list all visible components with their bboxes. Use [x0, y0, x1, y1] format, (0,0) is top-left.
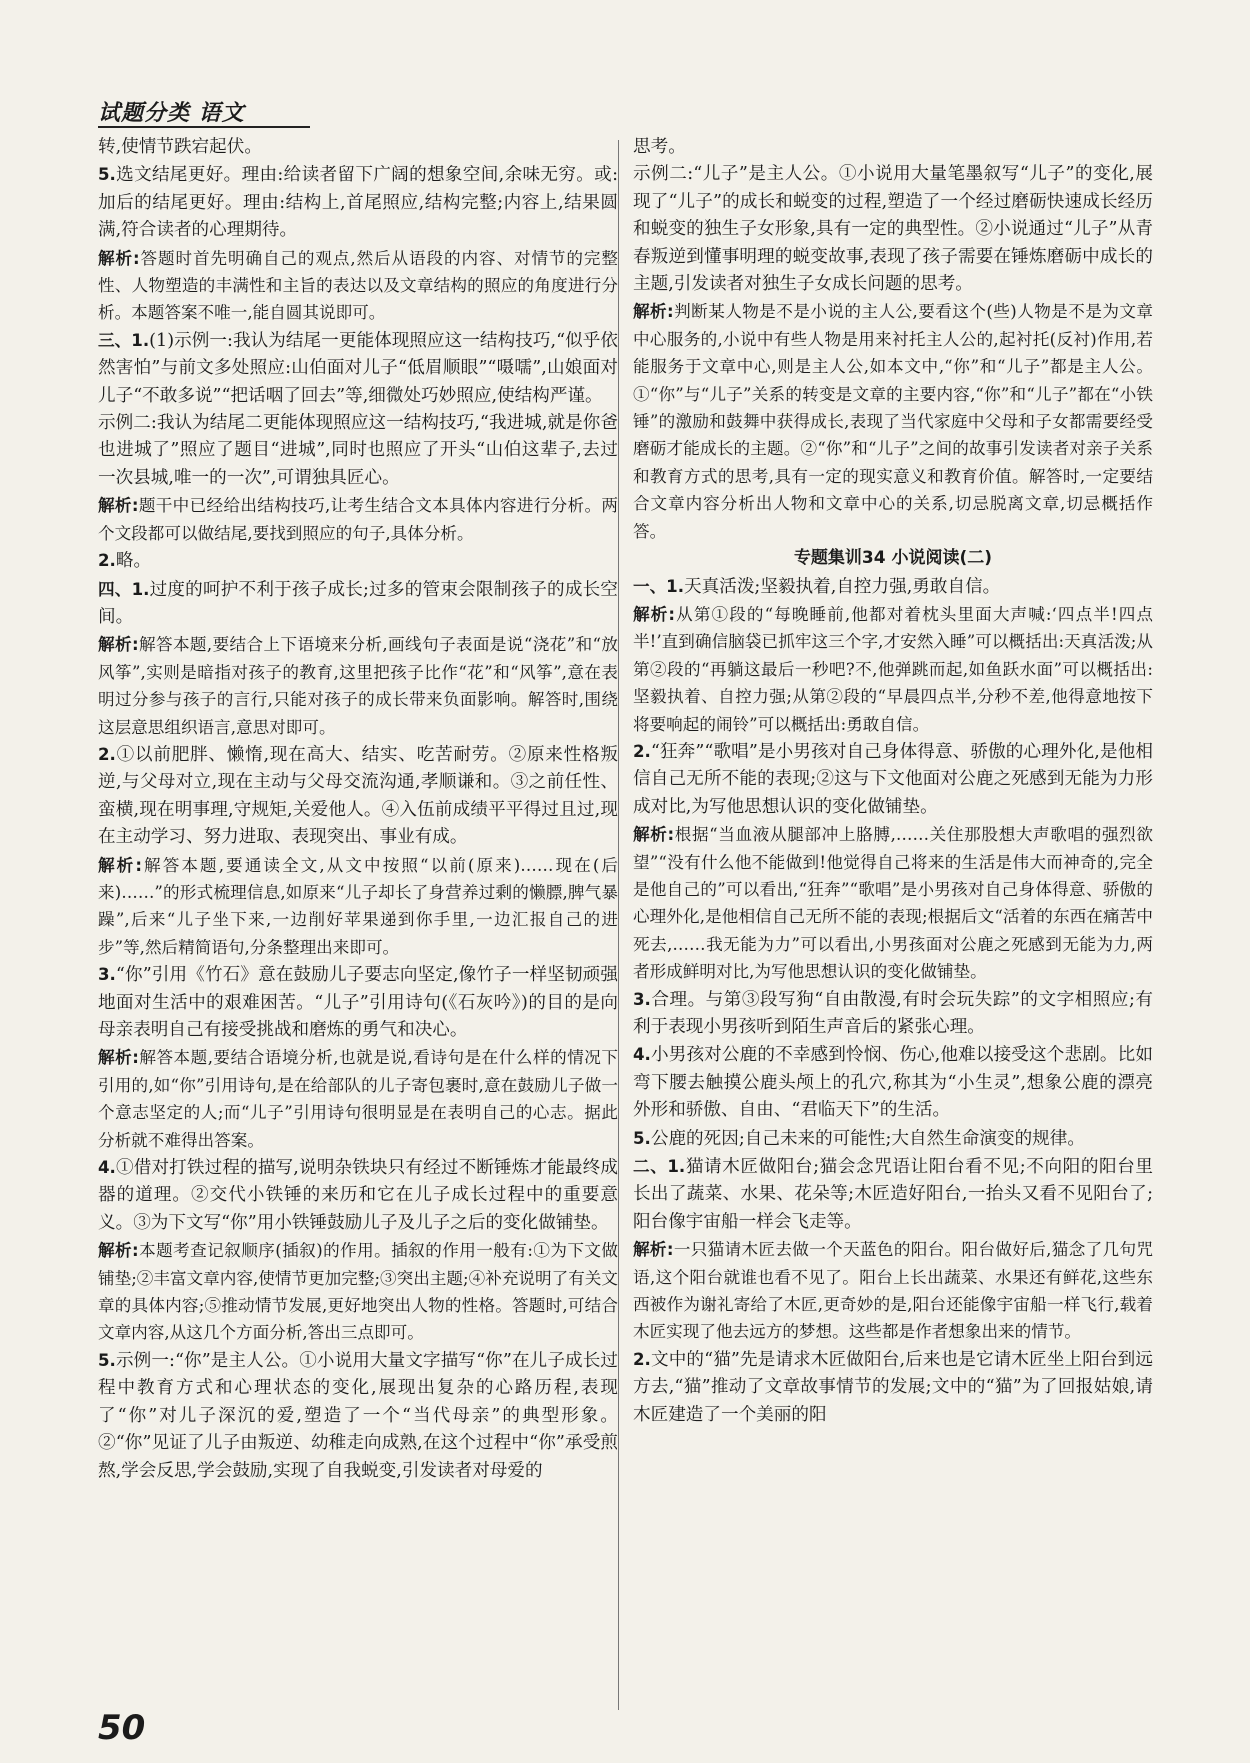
- page-number: 50: [98, 1708, 146, 1748]
- item-text: ①借对打铁过程的描写,说明杂铁块只有经过不断锤炼才能最终成器的道理。②交代小铁锤的来历和它在儿子成长过程中的重要意义。③为下文写“你”用小铁锤鼓励儿子及儿子之后的变化做铺垫。: [98, 1158, 618, 1233]
- answer-paragraph: [98, 961, 618, 1044]
- right-column: [633, 134, 1153, 1724]
- answer-paragraph: [633, 986, 1153, 1042]
- item-text: 解答本题,要结合语境分析,也就是说,看诗句是在什么样的情况下引用的,如“你”引用诗句,是在给部队的儿子寄包裹时,意在鼓励儿子做一个意志坚定的人;而“儿子”引用诗句很明显是在表明自己的心志。据此分析就不难得出答案。: [98, 1048, 618, 1150]
- answer-paragraph: [633, 1346, 1153, 1429]
- explanation-paragraph: [633, 601, 1153, 738]
- header-title: 试题分类 语文: [98, 101, 245, 126]
- explanation-paragraph: [633, 1236, 1153, 1346]
- item-text: 解答本题,要通读全文,从文中按照“以前(原来)……现在(后来)……”的形式梳理信息,如原来“儿子却长了身营养过剩的懒膘,脾气暴躁”,后来“儿子坐下来,一边削好苹果递到你手里,一边汇报自己的进步”等,然后精简语句,分条整理出来即可。: [98, 855, 618, 957]
- item-lead: 3.: [633, 989, 651, 1009]
- item-lead: 解析:: [633, 825, 675, 845]
- item-text: 示例二:“儿子”是主人公。①小说用大量笔墨叙写“儿子”的变化,展现了“儿子”的成长和蜕变的过程,塑造了一个经过磨砺快速成长经历和蜕变的独生子女形象,具有一定的典型性。②小说通过“儿子”从青春叛逆到懂事明理的蜕变故事,表现了孩子需要在锤炼磨砺中成长的主题,引发读者对独生子女成长问题的思考。: [633, 164, 1153, 295]
- item-text: ①以前肥胖、懒惰,现在高大、结实、吃苦耐劳。②原来性格叛逆,与父母对立,现在主动与父母交流沟通,孝顺谦和。③之前任性、蛮横,现在明事理,守规矩,关爱他人。④入伍前成绩平平得过且过,现在主动学习、努力进取、表现突出、事业有成。: [98, 744, 618, 848]
- item-lead: 3.: [98, 965, 116, 985]
- explanation-paragraph: [98, 492, 618, 547]
- item-text: 题干中已经给出结构技巧,让考生结合文本具体内容进行分析。两个文段都可以做结尾,要找到照应的句子,具体分析。: [98, 496, 618, 543]
- item-text: 猫请木匠做阳台;猫会念咒语让阳台看不见;不向阳的阳台里长出了蔬菜、水果、花朵等;木匠造好阳台,一抬头又看不见阳台了;阳台像宇宙船一样会飞走等。: [633, 1157, 1153, 1232]
- item-lead: 解析:: [98, 1048, 139, 1068]
- section-title: 专题集训34 小说阅读(二): [793, 548, 993, 569]
- column-divider: [618, 140, 619, 1710]
- item-lead: 5.: [98, 1350, 116, 1370]
- item-lead: 解析:: [98, 1241, 139, 1261]
- item-text: 略。: [115, 551, 152, 572]
- item-lead: 解析:: [98, 855, 142, 875]
- answer-paragraph: [98, 1154, 618, 1237]
- item-text: 公鹿的死因;自己未来的可能性;大自然生命演变的规律。: [650, 1128, 1085, 1149]
- answer-paragraph: [98, 1347, 618, 1485]
- item-lead: 4.: [633, 1045, 651, 1065]
- explanation-paragraph: [98, 245, 618, 327]
- answer-paragraph: [633, 1041, 1153, 1124]
- item-text: 选文结尾更好。理由:给读者留下广阔的想象空间,余味无穷。或:加后的结尾更好。理由:结构上,首尾照应,结构完整;内容上,结果圆满,符合读者的心理期待。: [98, 165, 618, 241]
- item-text: 从第①段的“每晚睡前,他都对着枕头里面大声喊:‘四点半!四点半!’直到确信脑袋已抓牢这三个字,才安然入睡”可以概括出:天真活泼;从第②段的“再躺这最后一秒吧?不,他弹跳而起,如鱼跃水面”可以概括出:坚毅执着、自控力强;从第②段的“早晨四点半,分秒不差,他得意地按下将要响起的闹铃”可以概括出:勇敢自信。: [633, 604, 1153, 734]
- item-lead: 2.: [98, 744, 116, 764]
- left-column: [98, 134, 618, 1724]
- item-lead: 解析:: [633, 1240, 674, 1260]
- answer-paragraph: [98, 547, 618, 575]
- answer-paragraph: [633, 161, 1153, 298]
- answer-paragraph: [633, 738, 1153, 821]
- answer-paragraph: [633, 1153, 1153, 1236]
- item-lead: 5.: [633, 1128, 651, 1148]
- item-text: 本题考查记叙顺序(插叙)的作用。插叙的作用一般有:①为下文做铺垫;②丰富文章内容,使情节更加完整;③突出主题;④补充说明了有关文章的具体内容;⑤推动情节发展,更好地突出人物的性格。答题时,可结合文章内容,从这几个方面分析,答出三点即可。: [98, 1241, 618, 1343]
- running-header: [98, 82, 318, 132]
- item-lead: 二、1.: [633, 1157, 686, 1177]
- explanation-paragraph: [633, 821, 1153, 985]
- item-lead: 解析:: [98, 635, 139, 655]
- item-lead: 2.: [633, 1349, 651, 1369]
- header-rule: [98, 126, 310, 128]
- answer-paragraph: [98, 576, 618, 632]
- answer-paragraph: [98, 741, 618, 852]
- item-lead: 一、1.: [633, 576, 685, 596]
- explanation-paragraph: [98, 1237, 618, 1347]
- item-lead: 4.: [98, 1158, 116, 1178]
- answer-paragraph: [633, 1125, 1153, 1153]
- item-text: 合理。与第③段写狗“自由散漫,有时会玩失踪”的文字相照应;有利于表现小男孩听到陌生声音后的紧张心理。: [633, 989, 1153, 1037]
- item-lead: 解析:: [633, 302, 674, 322]
- item-text: 一只猫请木匠去做一个天蓝色的阳台。阳台做好后,猫念了几句咒语,这个阳台就谁也看不见了。阳台上长出蔬菜、水果还有鲜花,这些东西被作为谢礼寄给了木匠,更奇妙的是,阳台还能像宇宙船一样飞行,载着木匠实现了他去远方的梦想。这些都是作者想象出来的情节。: [633, 1240, 1153, 1342]
- answer-paragraph: [98, 410, 618, 492]
- answer-paragraph: [633, 573, 1153, 601]
- explanation-paragraph: [98, 1044, 618, 1154]
- explanation-paragraph: [98, 852, 618, 962]
- explanation-paragraph: [98, 631, 618, 741]
- item-text: “你”引用《竹石》意在鼓励儿子要志向坚定,像竹子一样坚韧顽强地面对生活中的艰难困苦。“儿子”引用诗句(《石灰吟》)的目的是向母亲表明自己有接受挑战和磨炼的勇气和决心。: [98, 965, 618, 1040]
- item-lead: 四、1.: [98, 579, 150, 599]
- item-lead: 解析:: [633, 604, 676, 624]
- item-text: 思考。: [633, 137, 686, 157]
- item-text: (1)示例一:我认为结尾一更能体现照应这一结构技巧,“似乎依然害怕”与前文多处照应:山伯面对儿子“低眉顺眼”“嗫嚅”,山娘面对儿子“不敢多说”“把话咽了回去”等,细微处巧妙照应,使结构严谨。: [98, 330, 618, 406]
- item-lead: 2.: [98, 551, 116, 571]
- item-lead: 三、1.: [98, 330, 150, 350]
- answer-paragraph: [98, 161, 618, 244]
- item-lead: 5.: [98, 165, 116, 185]
- item-text: 过度的呵护不利于孩子成长;过多的管束会限制孩子的成长空间。: [98, 579, 618, 627]
- item-text: 解答本题,要结合上下语境来分析,画线句子表面是说“浇花”和“放风筝”,实则是暗指对孩子的教育,这里把孩子比作“花”和“风筝”,意在表明过分参与孩子的言行,只能对孩子的成长带来负面影响。解答时,围绕这层意思组织语言,意思对即可。: [98, 635, 618, 737]
- explanation-paragraph: [633, 298, 1153, 545]
- answer-paragraph: [633, 134, 1153, 161]
- item-lead: 2.: [633, 741, 651, 761]
- item-text: 天真活泼;坚毅执着,自控力强,勇敢自信。: [684, 576, 1001, 597]
- item-lead: 解析:: [98, 496, 139, 516]
- item-text: 示例二:我认为结尾二更能体现照应这一结构技巧,“我进城,就是你爸也进城了”照应了题目“进城”,同时也照应了开头“山伯这辈子,去过一次县城,唯一的一次”,可谓独具匠心。: [98, 413, 618, 488]
- item-text: 答题时首先明确自己的观点,然后从语段的内容、对情节的完整性、人物塑造的丰满性和主旨的表达以及文章结构的照应的角度进行分析。本题答案不唯一,能自圆其说即可。: [98, 248, 618, 323]
- answer-paragraph: [98, 134, 618, 161]
- item-text: “狂奔”“歌唱”是小男孩对自己身体得意、骄傲的心理外化,是他相信自己无所不能的表现;②这与下文他面对公鹿之死感到无能为力形成对比,为写他思想认识的变化做铺垫。: [633, 741, 1153, 817]
- item-text: 文中的“猫”先是请求木匠做阳台,后来也是它请木匠坐上阳台到远方去,“猫”推动了文章故事情节的发展;文中的“猫”为了回报姑娘,请木匠建造了一个美丽的阳: [633, 1349, 1153, 1425]
- item-lead: 解析:: [98, 248, 140, 268]
- answer-paragraph: [98, 327, 618, 410]
- item-text: 转,使情节跌宕起伏。: [98, 137, 262, 157]
- item-text: 判断某人物是不是小说的主人公,要看这个(些)人物是不是为文章中心服务的,小说中有些人物是用来衬托主人公的,起衬托(反衬)作用,若能服务于文章中心,则是主人公,如本文中,“你”和“儿子”都是主人公。①“你”与“儿子”关系的转变是文章的主要内容,“你”和“儿子”都在“小铁锤”的激励和鼓舞中获得成长,表现了当代家庭中父母和子女都需要经受磨砺才能成长的主题。②“你”和“儿子”之间的故事引发读者对亲子关系和教育方式的思考,具有一定的现实意义和教育价值。解答时,一定要结合文章内容分析出人物和文章中心的关系,切忌脱离文章,切忌概括作答。: [633, 302, 1153, 541]
- item-text: 根据“当血液从腿部冲上胳膊,……关住那股想大声歌唱的强烈欲望”“没有什么他不能做到!他觉得自己将来的生活是伟大而神奇的,完全是他自己的”可以看出,“狂奔”“歌唱”是小男孩对自己身体得意、骄傲的心理外化,是他相信自己无所不能的表现;根据后文“活着的东西在痛苦中死去,……我无能为力”可以看出,小男孩面对公鹿之死感到无能为力,两者形成鲜明对比,为写他思想认识的变化做铺垫。: [633, 825, 1153, 982]
- item-text: 示例一:“你”是主人公。①小说用大量文字描写“你”在儿子成长过程中教育方式和心理状态的变化,展现出复杂的心路历程,表现了“你”对儿子深沉的爱,塑造了一个“当代母亲”的典型形象。②“你”见证了儿子由叛逆、幼稚走向成熟,在这个过程中“你”承受煎熬,学会反思,学会鼓励,实现了自我蜕变,引发读者对母爱的: [98, 1350, 618, 1481]
- item-text: 小男孩对公鹿的不幸感到怜悯、伤心,他难以接受这个悲剧。比如弯下腰去触摸公鹿头颅上的孔穴,称其为“小生灵”,想象公鹿的漂亮外形和骄傲、自由、“君临天下”的生活。: [633, 1045, 1153, 1121]
